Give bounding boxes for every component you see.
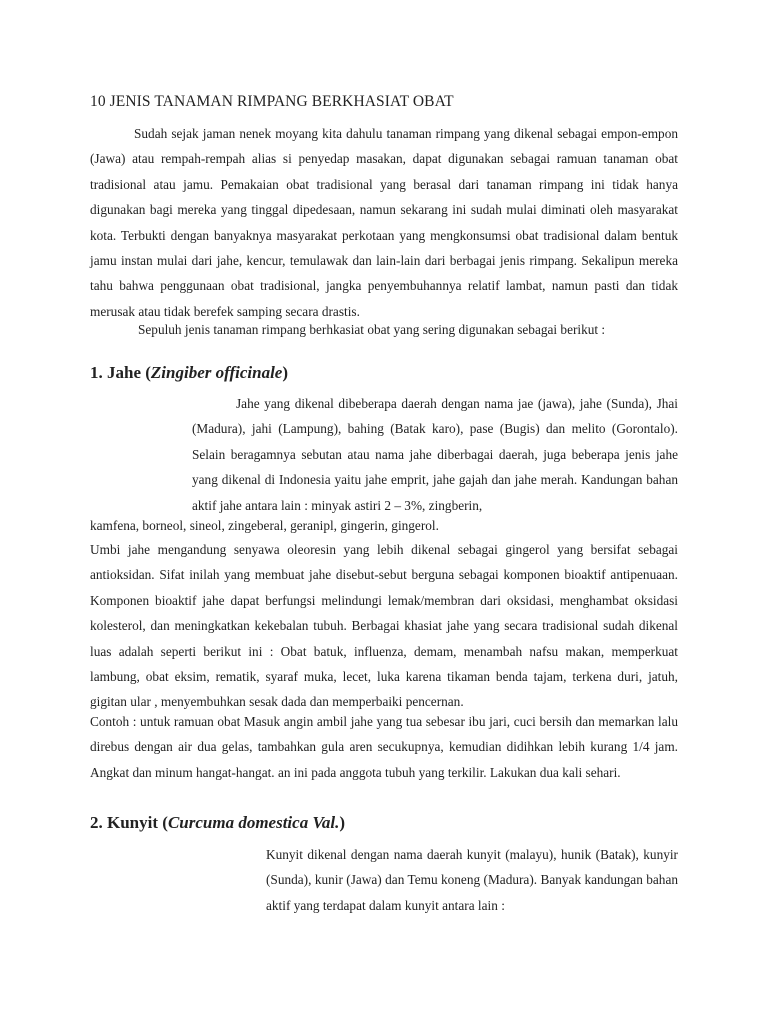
intro-list-lead-text: Sepuluh jenis tanaman rimpang berhkasiat obat yang sering digunakan sebagai berikut :: [138, 322, 606, 337]
heading-prefix: 1. Jahe (: [90, 363, 151, 382]
section-heading-kunyit: [90, 813, 345, 833]
heading-suffix: ): [282, 363, 289, 382]
jahe-side-paragraph: [192, 391, 678, 518]
heading-prefix: 2. Kunyit (: [90, 813, 168, 832]
kunyit-side-paragraph: Kunyit dikenal dengan nama daerah kunyit (malayu), hunik (Batak), kunyir (Sunda), kunir (Jawa) dan Temu koneng (Madura). Banyak kandungan bahan aktif yang terdapat dalam kunyit antara lain :: [266, 847, 678, 913]
jahe-side-text: Jahe yang dikenal dibeberapa daerah dengan nama jae (jawa), jahe (Sunda), Jhai (Madura), jahi (Lampung), bahing (Batak karo), pase (Bugis) dan melito (Gorontalo). Selain beragamnya sebutan atau nama jahe diberbagai daerah, juga beberapa jenis jahe yang dikenal di Indonesia yaitu jahe emprit, jahe gajah dan jahe merah. Kandungan bahan aktif jahe antara lain : minyak astiri 2 – 3%, zingberin,: [192, 396, 678, 513]
intro-list-lead: [90, 317, 678, 342]
page-title: 10 JENIS TANAMAN RIMPANG BERKHASIAT OBAT: [90, 93, 454, 110]
jahe-side-continuation: kamfena, borneol, sineol, zingeberal, geranipl, gingerin, gingerol.: [90, 518, 439, 533]
jahe-example-paragraph: Contoh : untuk ramuan obat Masuk angin ambil jahe yang tua sebesar ibu jari, cuci bersih dan memarkan lalu direbus dengan air dua gelas, tambahkan gula aren secukupnya, kemudian didihkan lebih kurang 1/4 jam. Angkat dan minum hangat-hangat. an ini pada anggota tubuh yang terkilir. Lakukan dua kali sehari.: [90, 714, 678, 780]
heading-suffix: ): [339, 813, 346, 832]
heading-latin-name: Curcuma domestica Val.: [167, 813, 340, 832]
heading-latin-name: Zingiber officinale: [150, 363, 283, 382]
jahe-body-paragraph: Umbi jahe mengandung senyawa oleoresin yang lebih dikenal sebagai gingerol yang bersifat sebagai antioksidan. Sifat inilah yang membuat jahe disebut-sebut berguna sebagai komponen bioaktif antipenuaan. Komponen bioaktif jahe dapat berfungsi melindungi lemak/membran dari oksidasi, menghambat oksidasi kolesterol, dan meningkatkan kekebalan tubuh. Berbagai khasiat jahe yang secara tradisional sudah dikenal luas adalah seperti berikut ini : Obat batuk, influenza, demam, menambah nafsu makan, memperkuat lambung, obat eksim, rematik, syaraf muka, lecet, luka karena tikaman benda tajam, terkena duri, jatuh, gigitan ular , menyembuhkan sesak dada dan memperbaiki pencernan.: [90, 542, 678, 710]
intro-paragraph: [90, 121, 678, 324]
section-heading-jahe: [90, 363, 288, 383]
intro-text: Sudah sejak jaman nenek moyang kita dahulu tanaman rimpang yang dikenal sebagai empon-empon (Jawa) atau rempah-rempah alias si penyedap masakan, dapat digunakan sebagai ramuan tanaman obat tradisional atau jamu. Pemakaian obat tradisional yang berasal dari tanaman rimpang ini tidak hanya digunakan bagi mereka yang tinggal dipedesaan, namun sekarang ini sudah mulai diminati oleh masyarakat kota. Terbukti dengan banyaknya masyarakat perkotaan yang mengkonsumsi obat tradisional dalam bentuk jamu instan mulai dari jahe, kencur, temulawak dan lain-lain dari berbagai jenis rimpang. Sekalipun mereka tahu bahwa penggunaan obat tradisional, jangka penyembuhannya relatif lambat, namun pasti dan tidak merusak atau tidak berefek samping secara drastis.: [90, 126, 678, 319]
